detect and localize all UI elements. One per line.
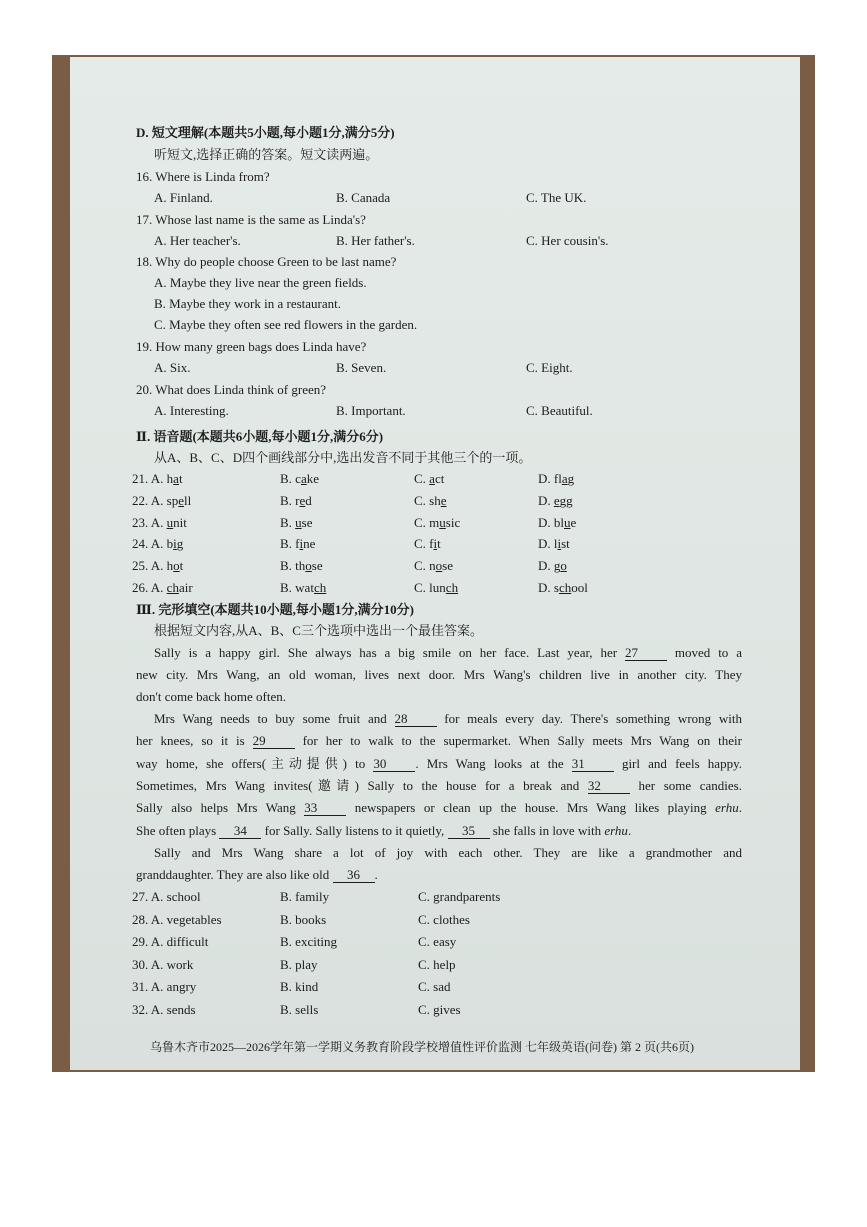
option-prefix: 23. A. xyxy=(132,514,167,530)
option-a: A. Interesting. xyxy=(154,403,229,418)
passage-line xyxy=(136,823,631,839)
cloze-option-b: B. books xyxy=(280,911,327,927)
option-prefix: 25. A. h xyxy=(132,558,174,574)
underlined-letters: ch xyxy=(166,580,179,595)
passage-line xyxy=(154,711,742,727)
underlined-letters: o xyxy=(435,558,443,574)
phonics-option xyxy=(414,536,441,552)
passage-text: for meals every day. There's something wrong with xyxy=(436,711,743,726)
blank-35: 35 xyxy=(448,823,490,839)
question-text: 16. Where is Linda from? xyxy=(136,169,270,184)
option-suffix: ct xyxy=(434,471,445,486)
period: . xyxy=(738,800,742,815)
underlined-letters: e xyxy=(178,492,185,508)
phonics-option xyxy=(132,471,183,487)
option-prefix: C. m xyxy=(414,514,440,530)
blank-31: 31 xyxy=(572,756,614,772)
option-suffix: gg xyxy=(559,492,573,508)
option-c: C. Beautiful. xyxy=(526,403,593,418)
passage-text: her knees, so it is xyxy=(136,733,253,748)
option-a: A. Finland. xyxy=(154,190,213,205)
section-ii-title: Ⅱ. 语音题(本题共6小题,每小题1分,满分6分) xyxy=(136,429,384,444)
blank-28: 28 xyxy=(395,711,437,727)
blank-30: 30 xyxy=(373,756,415,772)
passage-text: for Sally. Sally listens to it quietly, xyxy=(261,823,448,838)
underlined-letters: e xyxy=(299,492,306,508)
phonics-option xyxy=(132,515,187,531)
phonics-option xyxy=(280,580,326,596)
passage-line xyxy=(136,778,742,794)
cloze-option-a: 29. A. difficult xyxy=(132,934,209,950)
passage-line xyxy=(136,756,742,772)
section-d-title: D. 短文理解(本题共5小题,每小题1分,满分5分) xyxy=(136,125,395,140)
phonics-option xyxy=(132,493,191,509)
cloze-option-b: B. play xyxy=(280,956,318,972)
passage-text: for her to walk to the supermarket. When Sally meets Mrs Wang on their xyxy=(294,733,742,748)
phonics-option xyxy=(280,558,323,574)
phonics-option xyxy=(538,558,567,574)
option-prefix: C. lun xyxy=(414,580,446,595)
option-prefix: C. sh xyxy=(414,492,441,508)
phonics-option xyxy=(414,471,444,487)
cloze-option-b: B. sells xyxy=(280,1002,319,1017)
phonics-option xyxy=(280,493,312,509)
passage-text: Mrs Wang needs to buy some fruit and xyxy=(154,711,395,726)
underlined-letters: u xyxy=(166,514,174,530)
underlined-letters: ch xyxy=(445,580,459,595)
phonics-option xyxy=(538,515,576,531)
cloze-option-a: 28. A. vegetables xyxy=(132,911,222,927)
option-a: A. Six. xyxy=(154,360,191,375)
passage-text: girl and feels happy. xyxy=(613,756,742,771)
passage-text: Sally and Mrs Wang share a lot of joy with each other. They are like a grandmother and xyxy=(154,845,742,860)
underlined-letters: o xyxy=(173,558,180,574)
option-c: C. Eight. xyxy=(526,360,573,375)
underlined-letters: u xyxy=(295,514,302,530)
cloze-option-b: B. exciting xyxy=(280,934,338,950)
section-iii-instruction: 根据短文内容,从A、B、C三个选项中选出一个最佳答案。 xyxy=(154,623,483,638)
passage-text: newspapers or clean up the house. Mrs Wang likes playing xyxy=(346,800,716,815)
passage-text: Sally also helps Mrs Wang xyxy=(136,800,305,815)
blank-29: 29 xyxy=(253,733,295,749)
phonics-option xyxy=(132,536,183,552)
passage-text: moved to a xyxy=(666,645,743,660)
phonics-option xyxy=(280,471,319,487)
question-text: 17. Whose last name is the same as Linda's? xyxy=(136,212,366,227)
option-prefix: B. r xyxy=(280,492,300,508)
passage-line xyxy=(136,667,742,683)
cloze-option-c: C. easy xyxy=(418,934,457,950)
exam-page xyxy=(70,57,800,1070)
option-suffix: t xyxy=(179,558,184,574)
phonics-option xyxy=(280,536,315,552)
underlined-letters: u xyxy=(564,514,571,530)
option-prefix: 21. A. h xyxy=(132,471,174,486)
passage-text: she falls in love with xyxy=(489,823,605,838)
option-suffix: t xyxy=(437,536,441,552)
underlined-letters: a xyxy=(429,471,435,486)
phonics-option xyxy=(414,493,447,509)
passage-text: don't come back home often. xyxy=(136,689,286,704)
option-prefix: B. f xyxy=(280,536,300,552)
passage-text: way home, she offers(主动提供) to xyxy=(136,756,374,771)
phonics-option xyxy=(538,580,588,596)
passage-text: . Mrs Wang looks at the xyxy=(415,756,572,771)
option-suffix: air xyxy=(178,580,193,595)
option-suffix: ool xyxy=(571,580,588,595)
underlined-letters: i xyxy=(557,536,562,552)
option-prefix: 26. A. xyxy=(132,580,167,595)
phonics-option xyxy=(132,580,193,596)
phonics-option xyxy=(414,580,458,596)
option-prefix: B. xyxy=(280,514,296,530)
option-prefix: C. f xyxy=(414,536,434,552)
passage-text: granddaughter. They are also like old xyxy=(136,867,333,882)
passage-line xyxy=(154,845,742,861)
erhu-word: erhu xyxy=(715,800,739,815)
option-c: C. The UK. xyxy=(526,190,587,205)
passage-text: She often plays xyxy=(136,823,220,838)
option-suffix: ke xyxy=(306,471,320,486)
photo-background xyxy=(52,55,815,1072)
cloze-option-a: 27. A. school xyxy=(132,889,201,904)
option-prefix: D. g xyxy=(538,558,561,574)
option-c: C. Maybe they often see red flowers in the garden. xyxy=(154,317,418,332)
option-b: B. Seven. xyxy=(336,360,387,375)
passage-line xyxy=(136,689,286,705)
cloze-option-c: C. sad xyxy=(418,979,451,995)
phonics-option xyxy=(280,515,313,531)
option-suffix: se xyxy=(301,514,313,530)
option-prefix: D. fl xyxy=(538,471,562,486)
option-suffix: nit xyxy=(173,514,187,530)
option-b: B. Important. xyxy=(336,403,406,418)
option-suffix: g xyxy=(176,536,184,552)
option-suffix: sic xyxy=(445,514,461,530)
option-prefix: B. c xyxy=(280,471,301,486)
underlined-letters: a xyxy=(173,471,179,486)
underlined-letters: i xyxy=(433,536,438,552)
blank-32: 32 xyxy=(588,778,630,794)
option-suffix: ne xyxy=(303,536,316,552)
option-b: B. Maybe they work in a restaurant. xyxy=(154,296,342,311)
underlined-letters: a xyxy=(300,471,307,486)
phonics-option xyxy=(414,558,453,574)
phonics-option xyxy=(414,515,460,531)
option-prefix: D. s xyxy=(538,580,559,595)
blank-27: 27 xyxy=(625,645,667,661)
underlined-letters: i xyxy=(173,536,177,552)
option-b: B. Her father's. xyxy=(336,233,415,248)
question-text: 20. What does Linda think of green? xyxy=(136,382,327,397)
cloze-option-c: C. help xyxy=(418,956,456,972)
option-prefix: 22. A. sp xyxy=(132,492,179,508)
option-prefix: C. xyxy=(414,471,430,486)
period: . xyxy=(627,823,632,838)
underlined-letters: ch xyxy=(313,580,327,595)
option-prefix: 24. A. b xyxy=(132,536,174,552)
cloze-option-b: B. kind xyxy=(280,979,319,995)
section-d-instruction: 听短文,选择正确的答案。短文读两遍。 xyxy=(154,147,379,162)
passage-text: her some candies. xyxy=(629,778,742,793)
option-prefix: B. th xyxy=(280,558,306,574)
option-suffix: se xyxy=(311,558,323,574)
phonics-option xyxy=(538,536,570,552)
underlined-letters: o xyxy=(305,558,312,574)
underlined-letters: i xyxy=(299,536,304,552)
cloze-option-b: B. family xyxy=(280,889,330,904)
option-suffix: ll xyxy=(184,492,192,508)
cloze-option-a: 30. A. work xyxy=(132,956,194,972)
option-prefix: D. xyxy=(538,492,554,508)
underlined-letters: a xyxy=(561,471,568,486)
option-c: C. Her cousin's. xyxy=(526,233,609,248)
section-ii-instruction: 从A、B、C、D四个画线部分中,选出发音不同于其他三个的一项。 xyxy=(154,450,532,465)
underlined-letters: e xyxy=(553,492,560,508)
passage-text: new city. Mrs Wang, an old woman, lives next door. Mrs Wang's children live in another city. They xyxy=(136,667,742,682)
erhu-word: erhu xyxy=(604,823,628,838)
cloze-option-c: C. clothes xyxy=(418,911,470,927)
page-footer: 乌鲁木齐市2025—2026学年第一学期义务教育阶段学校增值性评价监测 七年级英语(问卷) 第 2 页(共6页) xyxy=(150,1040,694,1054)
option-prefix: D. l xyxy=(538,536,558,552)
question-text: 18. Why do people choose Green to be last name? xyxy=(136,254,397,269)
cloze-option-c: C. gives xyxy=(418,1002,461,1017)
option-suffix: t xyxy=(178,471,183,486)
underlined-letters: o xyxy=(560,558,567,574)
passage-line xyxy=(136,733,742,749)
passage-text: Sally is a happy girl. She always has a big smile on her face. Last year, her xyxy=(154,645,625,660)
passage-line xyxy=(136,867,378,883)
blank-33: 33 xyxy=(304,800,346,816)
underlined-letters: e xyxy=(440,492,447,508)
blank-36: 36 xyxy=(333,867,375,883)
cloze-option-c: C. grandparents xyxy=(418,889,501,904)
option-b: B. Canada xyxy=(336,190,391,205)
option-prefix: B. wat xyxy=(280,580,314,595)
option-suffix: st xyxy=(561,536,570,552)
underlined-letters: u xyxy=(439,514,446,530)
question-text: 19. How many green bags does Linda have? xyxy=(136,339,367,354)
option-suffix: d xyxy=(305,492,312,508)
option-prefix: D. bl xyxy=(538,514,564,530)
option-suffix: g xyxy=(567,471,575,486)
cloze-option-a: 32. A. sends xyxy=(132,1002,196,1017)
phonics-option xyxy=(538,471,574,487)
passage-text: . xyxy=(374,867,378,882)
option-suffix: se xyxy=(442,558,454,574)
passage-text: Sometimes, Mrs Wang invites(邀请) Sally to the house for a break and xyxy=(136,778,588,793)
section-iii-title: Ⅲ. 完形填空(本题共10小题,每小题1分,满分10分) xyxy=(136,602,414,617)
blank-34: 34 xyxy=(219,823,261,839)
option-suffix: e xyxy=(570,514,577,530)
option-a: A. Her teacher's. xyxy=(154,233,241,248)
phonics-option xyxy=(538,493,573,509)
passage-line xyxy=(154,645,742,661)
option-a: A. Maybe they live near the green fields. xyxy=(154,275,367,290)
option-prefix: C. n xyxy=(414,558,436,574)
phonics-option xyxy=(132,558,183,574)
passage-line xyxy=(136,800,742,816)
underlined-letters: ch xyxy=(558,580,572,595)
cloze-option-a: 31. A. angry xyxy=(132,979,197,995)
